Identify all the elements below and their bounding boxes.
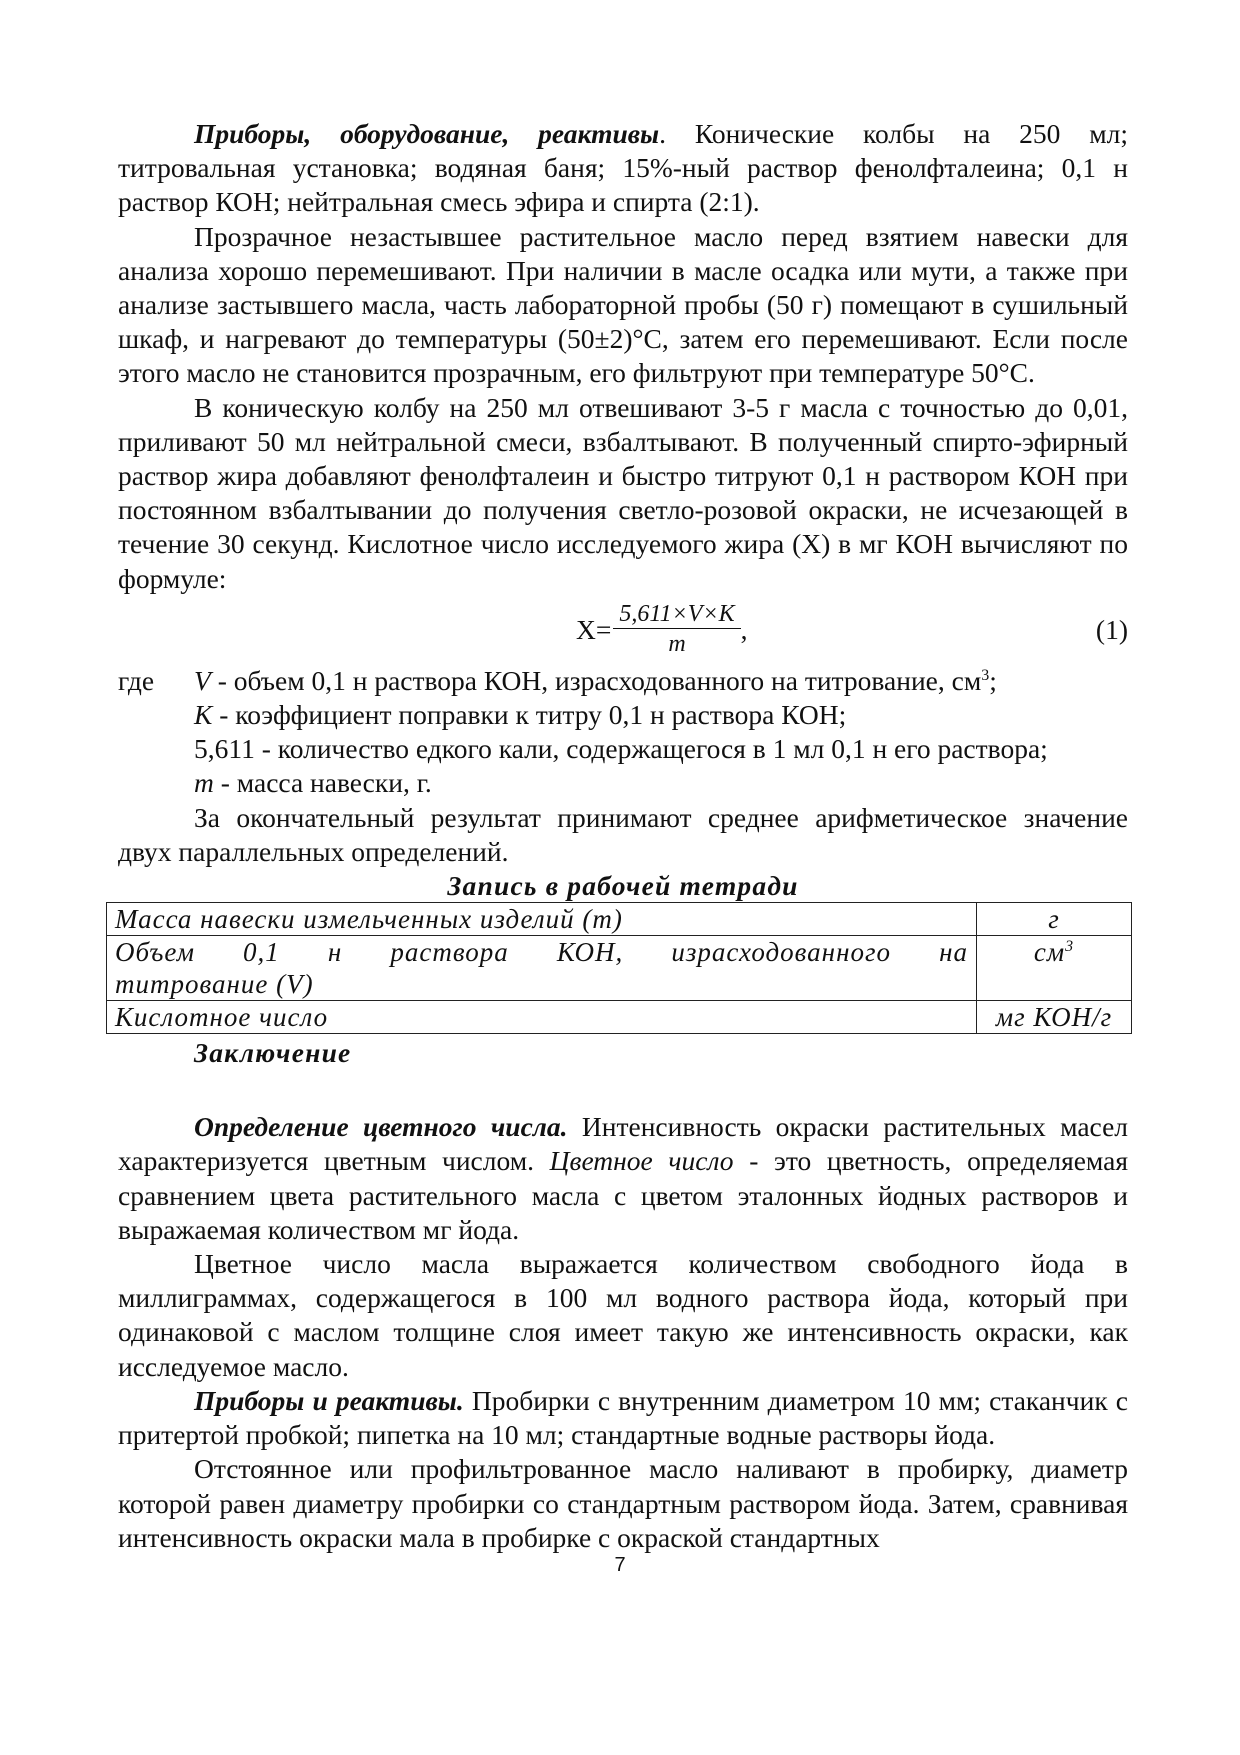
paragraph-method: Отстоянное или профильтрованное масло наливают в пробирку, диаметр которой равен диаметру пробирки со стандартным раствором йода. Затем, сравнивая интенсивность окраски мала в пробирке с окраской стандартных bbox=[118, 1453, 1128, 1553]
paragraph-result: За окончательный результат принимают среднее арифметическое значение двух параллельных определений. bbox=[118, 801, 1128, 867]
table-row bbox=[107, 936, 1132, 1001]
acid-number-formula bbox=[576, 596, 748, 664]
workbook-table bbox=[106, 902, 1132, 1034]
formula-numerator: 5,611×V×K bbox=[613, 600, 740, 629]
paragraph-color-definition: Цветное число масла выражается количеством свободного йода в миллиграммах, содержащегося в 100 мл водного раствора йода, который при одинаковой с маслом толщине слоя имеет такую же интенсивность окраски, как исследуемое масло. bbox=[118, 1248, 1128, 1382]
formula-lhs: Х= bbox=[576, 613, 612, 645]
conclusion-heading: Заключение bbox=[194, 1037, 352, 1069]
paragraph-preparation: Прозрачное незастывшее растительное масло перед взятием навески для анализа хорошо перемешивают. При наличии в масле осадка или мути, а также при анализе застывшего масла, часть лабораторной пробы (50 г) помещают в сушильный шкаф, и нагревают до температуры (50±2)°С, затем его перемешивают. Если после этого масло не становится прозрачным, его фильтруют при температуре 50°С. bbox=[118, 220, 1128, 389]
formula-comma: , bbox=[740, 613, 748, 645]
legend-item: V - объем 0,1 н раствора КОН, израсходованного на титрование, $см^3$; bbox=[194, 664, 997, 696]
page-number: 7 bbox=[614, 1554, 626, 1576]
legend-item: m - масса навески, г. bbox=[194, 767, 432, 799]
heading-equipment: Приборы, оборудование, реактивы bbox=[194, 118, 660, 149]
paragraph-equipment bbox=[118, 117, 1128, 220]
table-cell-label: Кислотное число bbox=[107, 1001, 977, 1034]
table-cell-unit: $см^3$ bbox=[977, 936, 1132, 1001]
paragraph-procedure: В коническую колбу на 250 мл отвешивают 3-5 г масла с точностью до 0,01, приливают 50 мл нейтральной смеси, взбалтывают. В полученный спирто-эфирный раствор жира добавляют фенолфталеин и быстро титруют 0,1 н раствором КОН при постоянном взбалтывании до получения светло-розовой окраски, не исчезающей в течение 30 секунд. Кислотное число исследуемого жира (Х) в мг КОН вычисляют по формуле: bbox=[118, 391, 1128, 594]
paragraph-text: Конические колбы на 250 мл; титровальная установка; водяная баня; 15%-ный раствор фенолфталеина; 0,1 н раствор КОН; нейтральная смесь эфира и спирта (2:1). bbox=[118, 118, 1128, 218]
page-content bbox=[115, 117, 1128, 1555]
table-row bbox=[107, 1001, 1132, 1034]
legend-item: K - коэффициент поправки к титру 0,1 н раствора КОН; bbox=[194, 699, 847, 731]
legend-label: где bbox=[118, 664, 155, 696]
paragraph-color-number: Определение цветного числа. Интенсивность окраски растительных масел характеризуется цветным числом. Цветное число - это цветность, определяемая сравнением цвета растительного масла с цветом эталонных йодных растворов и выражаемая количеством мг йода. bbox=[118, 1111, 1128, 1245]
table-cell-label: Масса навески измельченных изделий (т) bbox=[107, 903, 977, 936]
legend-item: 5,611 - количество едкого кали, содержащегося в 1 мл 0,1 н его раствора; bbox=[194, 733, 1048, 765]
equation-number: (1) bbox=[1095, 613, 1128, 645]
paragraph-instruments: Приборы и реактивы. Пробирки с внутренним диаметром 10 мм; стаканчик с притертой пробкой; пипетка на 10 мл; стандартные водные растворы йода. bbox=[118, 1384, 1128, 1451]
table-row bbox=[107, 903, 1132, 936]
formula-block bbox=[118, 596, 1128, 664]
blank-space bbox=[118, 1070, 1128, 1110]
formula-denominator: m bbox=[668, 631, 686, 658]
table-cell-unit: мг КОН/г bbox=[977, 1001, 1132, 1034]
table-cell-label: Объем 0,1 н раствора КОН, израсходованного на титрование (V) bbox=[107, 936, 977, 1001]
formula-legend bbox=[118, 664, 1128, 801]
heading-dot: . bbox=[659, 118, 667, 149]
table-cell-unit: г bbox=[977, 903, 1132, 936]
formula-fraction bbox=[613, 600, 740, 659]
table-title: Запись в рабочей тетради bbox=[447, 870, 799, 902]
